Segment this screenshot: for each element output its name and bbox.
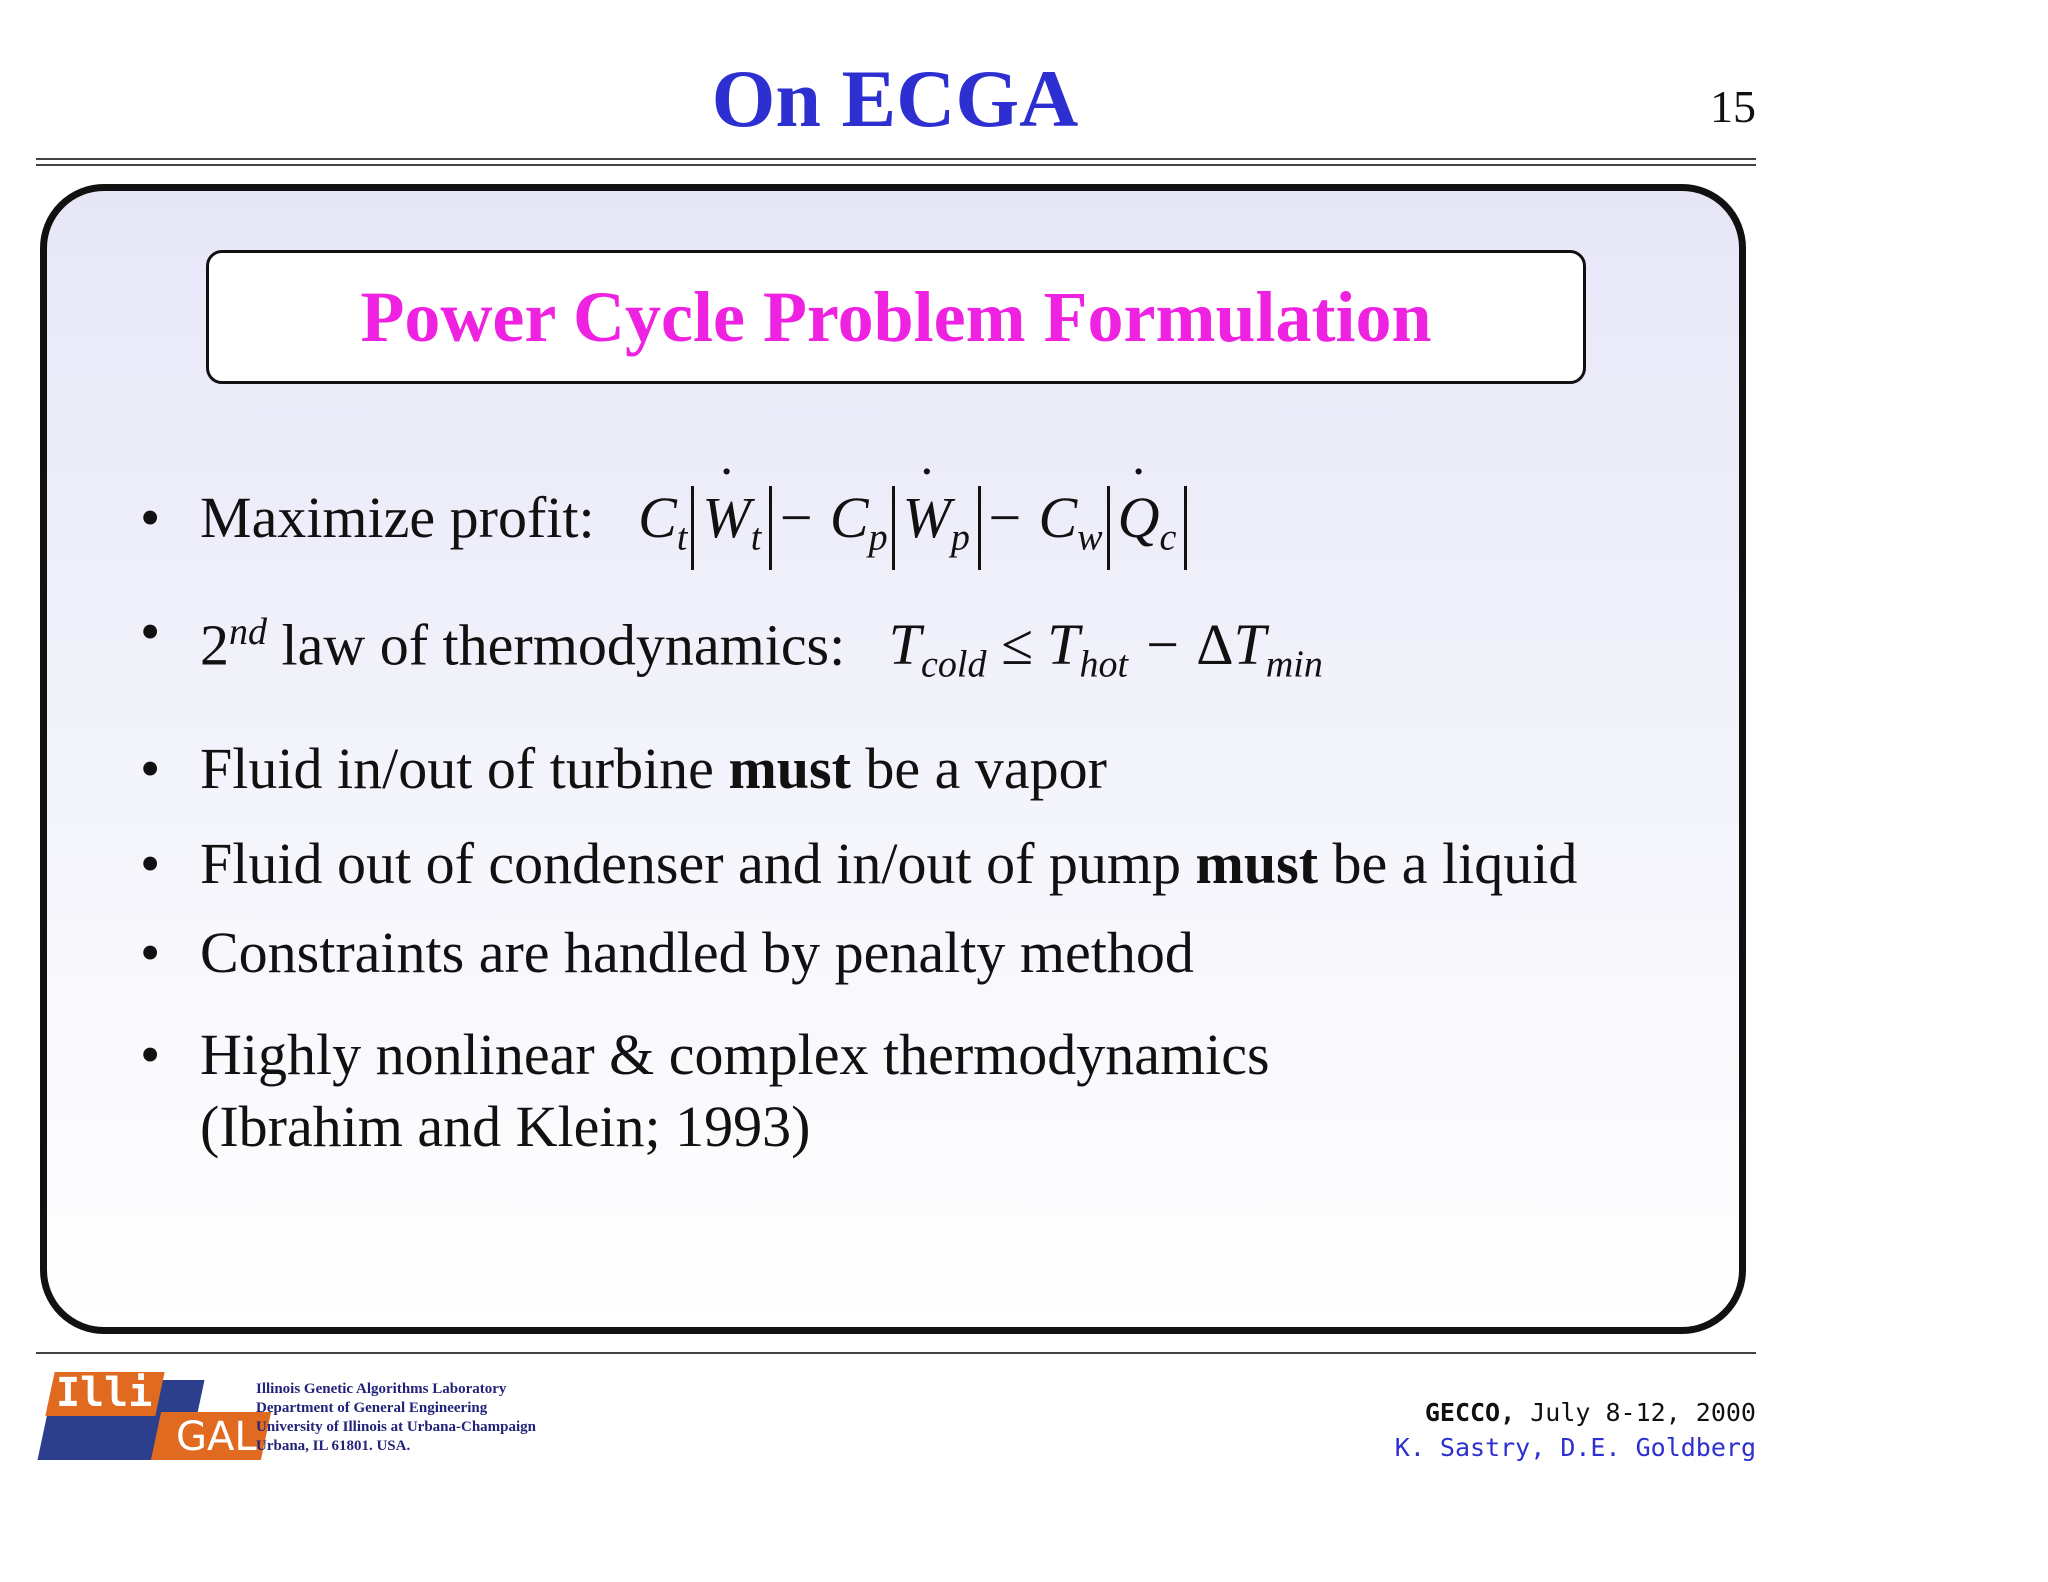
lab-line: Department of General Engineering — [256, 1400, 488, 1416]
lab-line: University of Illinois at Urbana-Champaign — [256, 1419, 537, 1435]
emphasis: must — [1195, 830, 1319, 896]
emphasis: must — [728, 735, 851, 801]
bullet-list — [140, 480, 1700, 1163]
bullet-condenser — [140, 830, 1700, 896]
lab-address — [256, 1380, 536, 1456]
bullet-text: Fluid out of condenser and in/out of pump — [200, 830, 1196, 896]
conference-dates: July 8-12, 2000 — [1530, 1398, 1756, 1427]
authors: K. Sastry, D.E. Goldberg — [1394, 1433, 1756, 1462]
header-rule-bottom — [36, 164, 1756, 166]
bullet-second-law: • 2nd law of thermodynamics: $T_{cold} \le T_{hot} - \Delta T_{min}$ — [140, 594, 1700, 703]
bullet-text: Constraints are handled by penalty method — [200, 919, 1194, 985]
bullet-maximize-profit — [140, 480, 1700, 576]
lab-line: Urbana, IL 61801. USA. — [256, 1438, 411, 1454]
bullet-label: law of thermodynamics: — [281, 611, 846, 677]
bullet-constraints — [140, 915, 1700, 991]
bullet-nonlinear — [140, 1019, 1700, 1163]
conference-name: GECCO, — [1424, 1398, 1516, 1427]
conference-info — [1395, 1395, 1756, 1465]
bullet-text: be a liquid — [1318, 830, 1578, 896]
bullet-text: Highly nonlinear & complex thermodynamics — [200, 1021, 1270, 1087]
temperature-constraint: $T_{cold} \le T_{hot} - \Delta T_{min}$ — [888, 611, 1323, 686]
footer-rule — [36, 1352, 1756, 1354]
page-number: 15 — [1710, 81, 1756, 132]
header-rule-top — [36, 158, 1756, 160]
lab-line: Illinois Genetic Algorithms Laboratory — [256, 1381, 507, 1397]
slide-title: On ECGA — [711, 53, 1079, 144]
bullet-text: Fluid in/out of turbine — [200, 735, 729, 801]
bullet-label: Maximize profit: — [200, 485, 595, 550]
profit-formula: $C_t$ W $˙_t - C_p$ W $˙_p - C_w$ Q $˙_c$ — [638, 485, 1191, 550]
illigal-logo: Illi GAL — [46, 1372, 242, 1462]
bullet-turbine — [140, 731, 1700, 807]
bullet-text: be a vapor — [850, 735, 1107, 801]
panel-title: Power Cycle Problem Formulation — [206, 250, 1586, 384]
citation: (Ibrahim and Klein; 1993) — [200, 1093, 811, 1159]
